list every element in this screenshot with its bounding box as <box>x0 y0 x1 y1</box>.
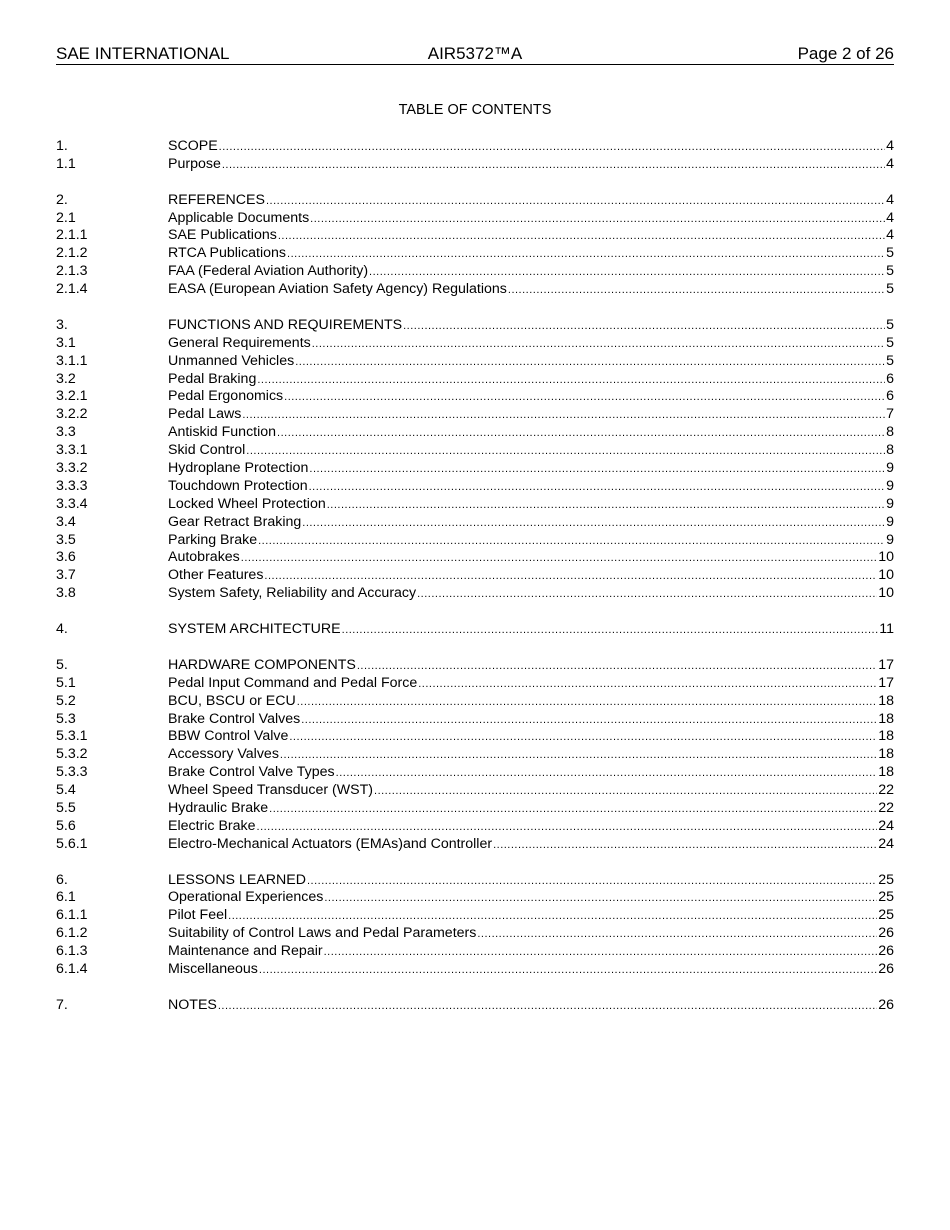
toc-section-number: 6.1.4 <box>56 960 88 977</box>
toc-section-title: Pedal Input Command and Pedal Force <box>168 674 418 691</box>
toc-dot-leader <box>336 765 878 783</box>
toc-page-number: 5 <box>886 316 894 333</box>
toc-section-number: 6.1.2 <box>56 925 88 942</box>
toc-entry-line <box>168 424 894 443</box>
toc-entry-line <box>168 711 894 730</box>
toc-section-title: Locked Wheel Protection <box>168 495 326 512</box>
toc-dot-leader <box>257 819 878 837</box>
toc-entry-line <box>168 585 894 604</box>
toc-section-number: 3.3.3 <box>56 477 88 494</box>
toc-entry-line <box>168 818 894 837</box>
toc-page-number: 5 <box>886 263 894 280</box>
toc-section-number: 3.1 <box>56 334 76 351</box>
toc-section-title: Autobrakes <box>168 549 240 566</box>
toc-page-number: 24 <box>878 835 894 852</box>
toc-page-number: 8 <box>886 424 894 441</box>
toc-entry[interactable] <box>56 675 894 693</box>
toc-page-number: 9 <box>886 531 894 548</box>
toc-page-number: 24 <box>878 817 894 834</box>
toc-entry-line <box>168 192 894 211</box>
toc-dot-leader <box>289 729 877 747</box>
toc-dot-leader <box>284 389 885 407</box>
toc-dot-leader <box>342 622 879 640</box>
toc-section-number: 3.4 <box>56 513 76 530</box>
toc-dot-leader <box>309 479 886 497</box>
toc-page-number: 4 <box>886 155 894 172</box>
toc-page-number: 9 <box>886 477 894 494</box>
toc-dot-leader <box>301 712 877 730</box>
toc-section-title: System Safety, Reliability and Accuracy <box>168 585 417 602</box>
toc-section-title: Applicable Documents <box>168 209 310 226</box>
toc-entry-line <box>168 800 894 819</box>
toc-section-number: 1. <box>56 138 68 154</box>
toc-entry[interactable] <box>56 693 894 711</box>
toc-page-number: 7 <box>886 406 894 423</box>
toc-section-title: REFERENCES <box>168 191 265 208</box>
toc-entry-line <box>168 728 894 747</box>
toc-entry[interactable] <box>56 549 894 567</box>
toc-dot-leader <box>297 694 878 712</box>
toc-entry-line <box>168 478 894 497</box>
toc-entry[interactable] <box>56 353 894 371</box>
toc-dot-leader <box>228 908 877 926</box>
toc-dot-leader <box>493 837 877 855</box>
toc-section-number: 3.8 <box>56 585 76 602</box>
toc-entry[interactable] <box>56 889 894 907</box>
toc-entry[interactable] <box>56 818 894 836</box>
toc-entry-line <box>168 371 894 390</box>
toc-dot-leader <box>477 926 877 944</box>
toc-section-title: Operational Experiences <box>168 889 324 906</box>
toc-section-title: Brake Control Valve Types <box>168 764 335 781</box>
toc-dot-leader <box>324 944 878 962</box>
toc-dot-leader <box>242 407 885 425</box>
toc-entry[interactable] <box>56 764 894 782</box>
toc-dot-leader <box>418 676 877 694</box>
toc-entry[interactable] <box>56 872 894 890</box>
toc-section-number: 7. <box>56 996 68 1013</box>
toc-entry[interactable] <box>56 478 894 496</box>
toc-page-number: 10 <box>878 567 894 584</box>
toc-entry-line <box>168 353 894 372</box>
toc-page-number: 4 <box>886 209 894 226</box>
toc-entry-line <box>168 281 894 300</box>
toc-entry[interactable] <box>56 138 894 156</box>
toc-section-number: 5. <box>56 656 68 673</box>
toc-page-number: 17 <box>878 656 894 673</box>
toc-dot-leader <box>309 461 885 479</box>
toc-entry[interactable] <box>56 746 894 764</box>
toc-section-title: SYSTEM ARCHITECTURE <box>168 621 341 638</box>
toc-entry[interactable] <box>56 156 894 174</box>
toc-section-title: Touchdown Protection <box>168 477 308 494</box>
toc-page-number: 6 <box>886 388 894 405</box>
toc-entry-line <box>168 532 894 551</box>
toc-dot-leader <box>508 282 885 300</box>
toc-section-number: 6.1.3 <box>56 943 88 960</box>
toc-page-number: 18 <box>878 764 894 781</box>
toc-section-title: Hydroplane Protection <box>168 460 309 477</box>
toc-entry-line <box>168 961 894 980</box>
toc-section-number: 5.4 <box>56 782 76 799</box>
toc-section-number: 5.3 <box>56 710 76 727</box>
toc-entry-line <box>168 567 894 586</box>
toc-dot-leader <box>295 354 885 372</box>
toc-dot-leader <box>357 658 877 676</box>
toc-section-title: Pedal Laws <box>168 406 242 423</box>
toc-section-number: 5.3.2 <box>56 746 88 763</box>
toc-section-title: Pedal Ergonomics <box>168 388 284 405</box>
toc-entry[interactable] <box>56 245 894 263</box>
toc-page-number: 26 <box>878 943 894 960</box>
toc-page-number: 18 <box>878 746 894 763</box>
toc-entry-line <box>168 406 894 425</box>
toc-page-number: 26 <box>878 960 894 977</box>
toc-page-number: 5 <box>886 245 894 262</box>
toc-section-number: 2. <box>56 191 68 208</box>
toc-section-number: 3.2 <box>56 370 76 387</box>
toc-dot-leader <box>241 550 877 568</box>
toc-dot-leader <box>417 586 877 604</box>
toc-entry-line <box>168 889 894 908</box>
toc-section-title: Brake Control Valves <box>168 710 301 727</box>
toc-dot-leader <box>310 211 885 229</box>
toc-section-title: RTCA Publications <box>168 245 287 262</box>
toc-dot-leader <box>277 425 885 443</box>
toc-section-number: 3.1.1 <box>56 352 88 369</box>
toc-entry[interactable] <box>56 460 894 478</box>
toc-page-number: 5 <box>886 281 894 298</box>
toc-page-number: 4 <box>886 191 894 208</box>
toc-entry-line <box>168 907 894 926</box>
toc-section-number: 3.2.1 <box>56 388 88 405</box>
toc-entry[interactable] <box>56 388 894 406</box>
toc-section-title: BCU, BSCU or ECU <box>168 692 296 709</box>
toc-entry[interactable] <box>56 371 894 389</box>
toc-dot-leader <box>246 443 885 461</box>
toc-section-number: 6.1.1 <box>56 907 88 924</box>
toc-entry[interactable] <box>56 567 894 585</box>
toc-section-number: 3.3.1 <box>56 442 88 459</box>
toc-dot-leader <box>403 318 885 336</box>
toc-page-number: 5 <box>886 334 894 351</box>
toc-entry-line <box>168 997 894 1016</box>
toc-entry[interactable] <box>56 514 894 532</box>
toc-section-number: 2.1.2 <box>56 245 88 262</box>
toc-section-number: 6. <box>56 871 68 888</box>
toc-entry[interactable] <box>56 227 894 245</box>
toc-section-title: Purpose <box>168 155 221 172</box>
toc-dot-leader <box>269 801 877 819</box>
toc-section-title: Pedal Braking <box>168 370 257 387</box>
page-header <box>56 44 894 65</box>
toc-dot-leader <box>312 336 885 354</box>
toc-page-number: 8 <box>886 442 894 459</box>
toc-entry[interactable] <box>56 281 894 299</box>
toc-section-number: 3.3.4 <box>56 495 88 512</box>
toc-entry[interactable] <box>56 335 894 353</box>
table-of-contents <box>56 138 894 1015</box>
toc-dot-leader <box>307 873 877 891</box>
toc-entry[interactable] <box>56 192 894 210</box>
toc-dot-leader <box>278 228 885 246</box>
toc-section-title: Pilot Feel <box>168 907 228 924</box>
toc-entry[interactable] <box>56 997 894 1015</box>
toc-section-number: 3.3.2 <box>56 460 88 477</box>
toc-section-number: 3.7 <box>56 567 76 584</box>
toc-section-number: 3.2.2 <box>56 406 88 423</box>
toc-page-number: 22 <box>878 799 894 816</box>
toc-section-title: Hydraulic Brake <box>168 799 269 816</box>
toc-section-number: 3.6 <box>56 549 76 566</box>
toc-entry-line <box>168 746 894 765</box>
toc-section-title: SAE Publications <box>168 227 277 244</box>
toc-entry[interactable] <box>56 800 894 818</box>
toc-section-title: FAA (Federal Aviation Authority) <box>168 263 369 280</box>
toc-dot-leader <box>302 515 885 533</box>
toc-page-number: 6 <box>886 370 894 387</box>
toc-page-number: 25 <box>878 871 894 888</box>
toc-section-title: Accessory Valves <box>168 746 279 763</box>
toc-entry-line <box>168 836 894 855</box>
toc-dot-leader <box>374 783 877 801</box>
toc-page-number: 10 <box>878 585 894 602</box>
toc-section-title: Parking Brake <box>168 531 258 548</box>
toc-entry-line <box>168 335 894 354</box>
toc-section-title: Electro-Mechanical Actuators (EMAs)and Controller <box>168 835 493 852</box>
toc-entry[interactable] <box>56 585 894 603</box>
toc-section-number: 2.1.4 <box>56 281 88 298</box>
toc-entry-line <box>168 210 894 229</box>
toc-section-number: 5.3.1 <box>56 728 88 745</box>
toc-dot-leader <box>287 246 885 264</box>
toc-section-number: 3.3 <box>56 424 76 441</box>
toc-entry[interactable] <box>56 657 894 675</box>
toc-entry-line <box>168 657 894 676</box>
toc-entry-line <box>168 693 894 712</box>
toc-entry[interactable] <box>56 782 894 800</box>
toc-entry-line <box>168 245 894 264</box>
toc-entry[interactable] <box>56 210 894 228</box>
toc-dot-leader <box>369 264 885 282</box>
toc-entry-line <box>168 442 894 461</box>
toc-entry-line <box>168 138 894 157</box>
toc-section-number: 5.2 <box>56 692 76 709</box>
toc-entry[interactable] <box>56 943 894 961</box>
toc-entry[interactable] <box>56 406 894 424</box>
toc-section-title: Gear Retract Braking <box>168 513 302 530</box>
toc-section-number: 5.3.3 <box>56 764 88 781</box>
header-page-number: Page 2 of 26 <box>797 44 894 63</box>
toc-entry-line <box>168 496 894 515</box>
toc-dot-leader <box>218 998 877 1016</box>
toc-page-number: 18 <box>878 728 894 745</box>
toc-entry-line <box>168 925 894 944</box>
toc-page-number: 25 <box>878 907 894 924</box>
toc-page-number: 18 <box>878 710 894 727</box>
toc-section-number: 3.5 <box>56 531 76 548</box>
header-document-number: AIR5372™A <box>427 44 523 63</box>
toc-dot-leader <box>257 372 885 390</box>
toc-section-title: Unmanned Vehicles <box>168 352 295 369</box>
toc-page-number: 17 <box>878 674 894 691</box>
toc-entry-line <box>168 943 894 962</box>
toc-section-title: Electric Brake <box>168 817 256 834</box>
toc-entry[interactable] <box>56 424 894 442</box>
toc-dot-leader <box>219 139 885 157</box>
toc-dot-leader <box>259 962 877 980</box>
toc-section-number: 3. <box>56 316 68 333</box>
toc-section-number: 5.1 <box>56 674 76 691</box>
toc-entry[interactable] <box>56 925 894 943</box>
toc-entry[interactable] <box>56 907 894 925</box>
toc-entry[interactable] <box>56 711 894 729</box>
toc-page-number: 5 <box>886 352 894 369</box>
toc-entry-line <box>168 514 894 533</box>
toc-page-number: 9 <box>886 513 894 530</box>
toc-page-number: 4 <box>886 227 894 244</box>
toc-entry-line <box>168 388 894 407</box>
toc-dot-leader <box>266 193 885 211</box>
toc-page-number: 18 <box>878 692 894 709</box>
header-organization: SAE INTERNATIONAL <box>56 44 230 63</box>
toc-section-title: EASA (European Aviation Safety Agency) Regulations <box>168 281 507 298</box>
toc-section-title: BBW Control Valve <box>168 728 289 745</box>
toc-entry-line <box>168 872 894 891</box>
toc-entry-line <box>168 764 894 783</box>
toc-page-number: 11 <box>879 621 894 638</box>
toc-section-title: HARDWARE COMPONENTS <box>168 656 356 673</box>
toc-section-title: Miscellaneous <box>168 960 258 977</box>
toc-page-number: 10 <box>878 549 894 566</box>
toc-dot-leader <box>222 157 885 175</box>
toc-page-number: 9 <box>886 460 894 477</box>
toc-section-number: 2.1 <box>56 209 76 226</box>
toc-entry[interactable] <box>56 836 894 854</box>
toc-entry-line <box>168 621 894 640</box>
toc-entry[interactable] <box>56 532 894 550</box>
toc-dot-leader <box>324 890 877 908</box>
toc-entry-line <box>168 675 894 694</box>
toc-page-number: 26 <box>878 925 894 942</box>
toc-section-number: 5.5 <box>56 799 76 816</box>
toc-section-title: Antiskid Function <box>168 424 277 441</box>
toc-entry[interactable] <box>56 442 894 460</box>
toc-section-title: LESSONS LEARNED <box>168 871 306 888</box>
toc-page-number: 25 <box>878 889 894 906</box>
toc-heading: TABLE OF CONTENTS <box>398 102 552 118</box>
toc-section-title: NOTES <box>168 996 217 1013</box>
toc-section-number: 1.1 <box>56 155 76 172</box>
toc-section-number: 2.1.3 <box>56 263 88 280</box>
toc-section-title: Wheel Speed Transducer (WST) <box>168 782 374 799</box>
toc-entry-line <box>168 156 894 175</box>
toc-entry-line <box>168 549 894 568</box>
toc-page-number: 9 <box>886 495 894 512</box>
toc-section-number: 5.6 <box>56 817 76 834</box>
toc-dot-leader <box>280 747 877 765</box>
toc-section-title: Other Features <box>168 567 264 584</box>
toc-entry[interactable] <box>56 961 894 979</box>
toc-section-title: SCOPE <box>168 138 218 154</box>
toc-dot-leader <box>327 497 885 515</box>
toc-entry-line <box>168 317 894 336</box>
toc-entry[interactable] <box>56 317 894 335</box>
toc-section-title: FUNCTIONS AND REQUIREMENTS <box>168 316 403 333</box>
toc-section-number: 5.6.1 <box>56 835 88 852</box>
toc-entry-line <box>168 263 894 282</box>
toc-page-number: 22 <box>878 782 894 799</box>
toc-section-title: General Requirements <box>168 334 311 351</box>
toc-section-title: Suitability of Control Laws and Pedal Parameters <box>168 925 477 942</box>
toc-entry[interactable] <box>56 496 894 514</box>
toc-section-title: Maintenance and Repair <box>168 943 323 960</box>
toc-dot-leader <box>264 568 877 586</box>
toc-entry[interactable] <box>56 728 894 746</box>
toc-entry-line <box>168 782 894 801</box>
toc-entry-line <box>168 460 894 479</box>
toc-dot-leader <box>258 533 885 551</box>
toc-page-number: 4 <box>886 138 894 154</box>
toc-entry[interactable] <box>56 621 894 639</box>
toc-section-number: 6.1 <box>56 889 76 906</box>
toc-section-number: 2.1.1 <box>56 227 88 244</box>
toc-section-number: 4. <box>56 621 68 638</box>
toc-page-number: 26 <box>878 996 894 1013</box>
toc-entry[interactable] <box>56 263 894 281</box>
toc-entry-line <box>168 227 894 246</box>
toc-section-title: Skid Control <box>168 442 246 459</box>
